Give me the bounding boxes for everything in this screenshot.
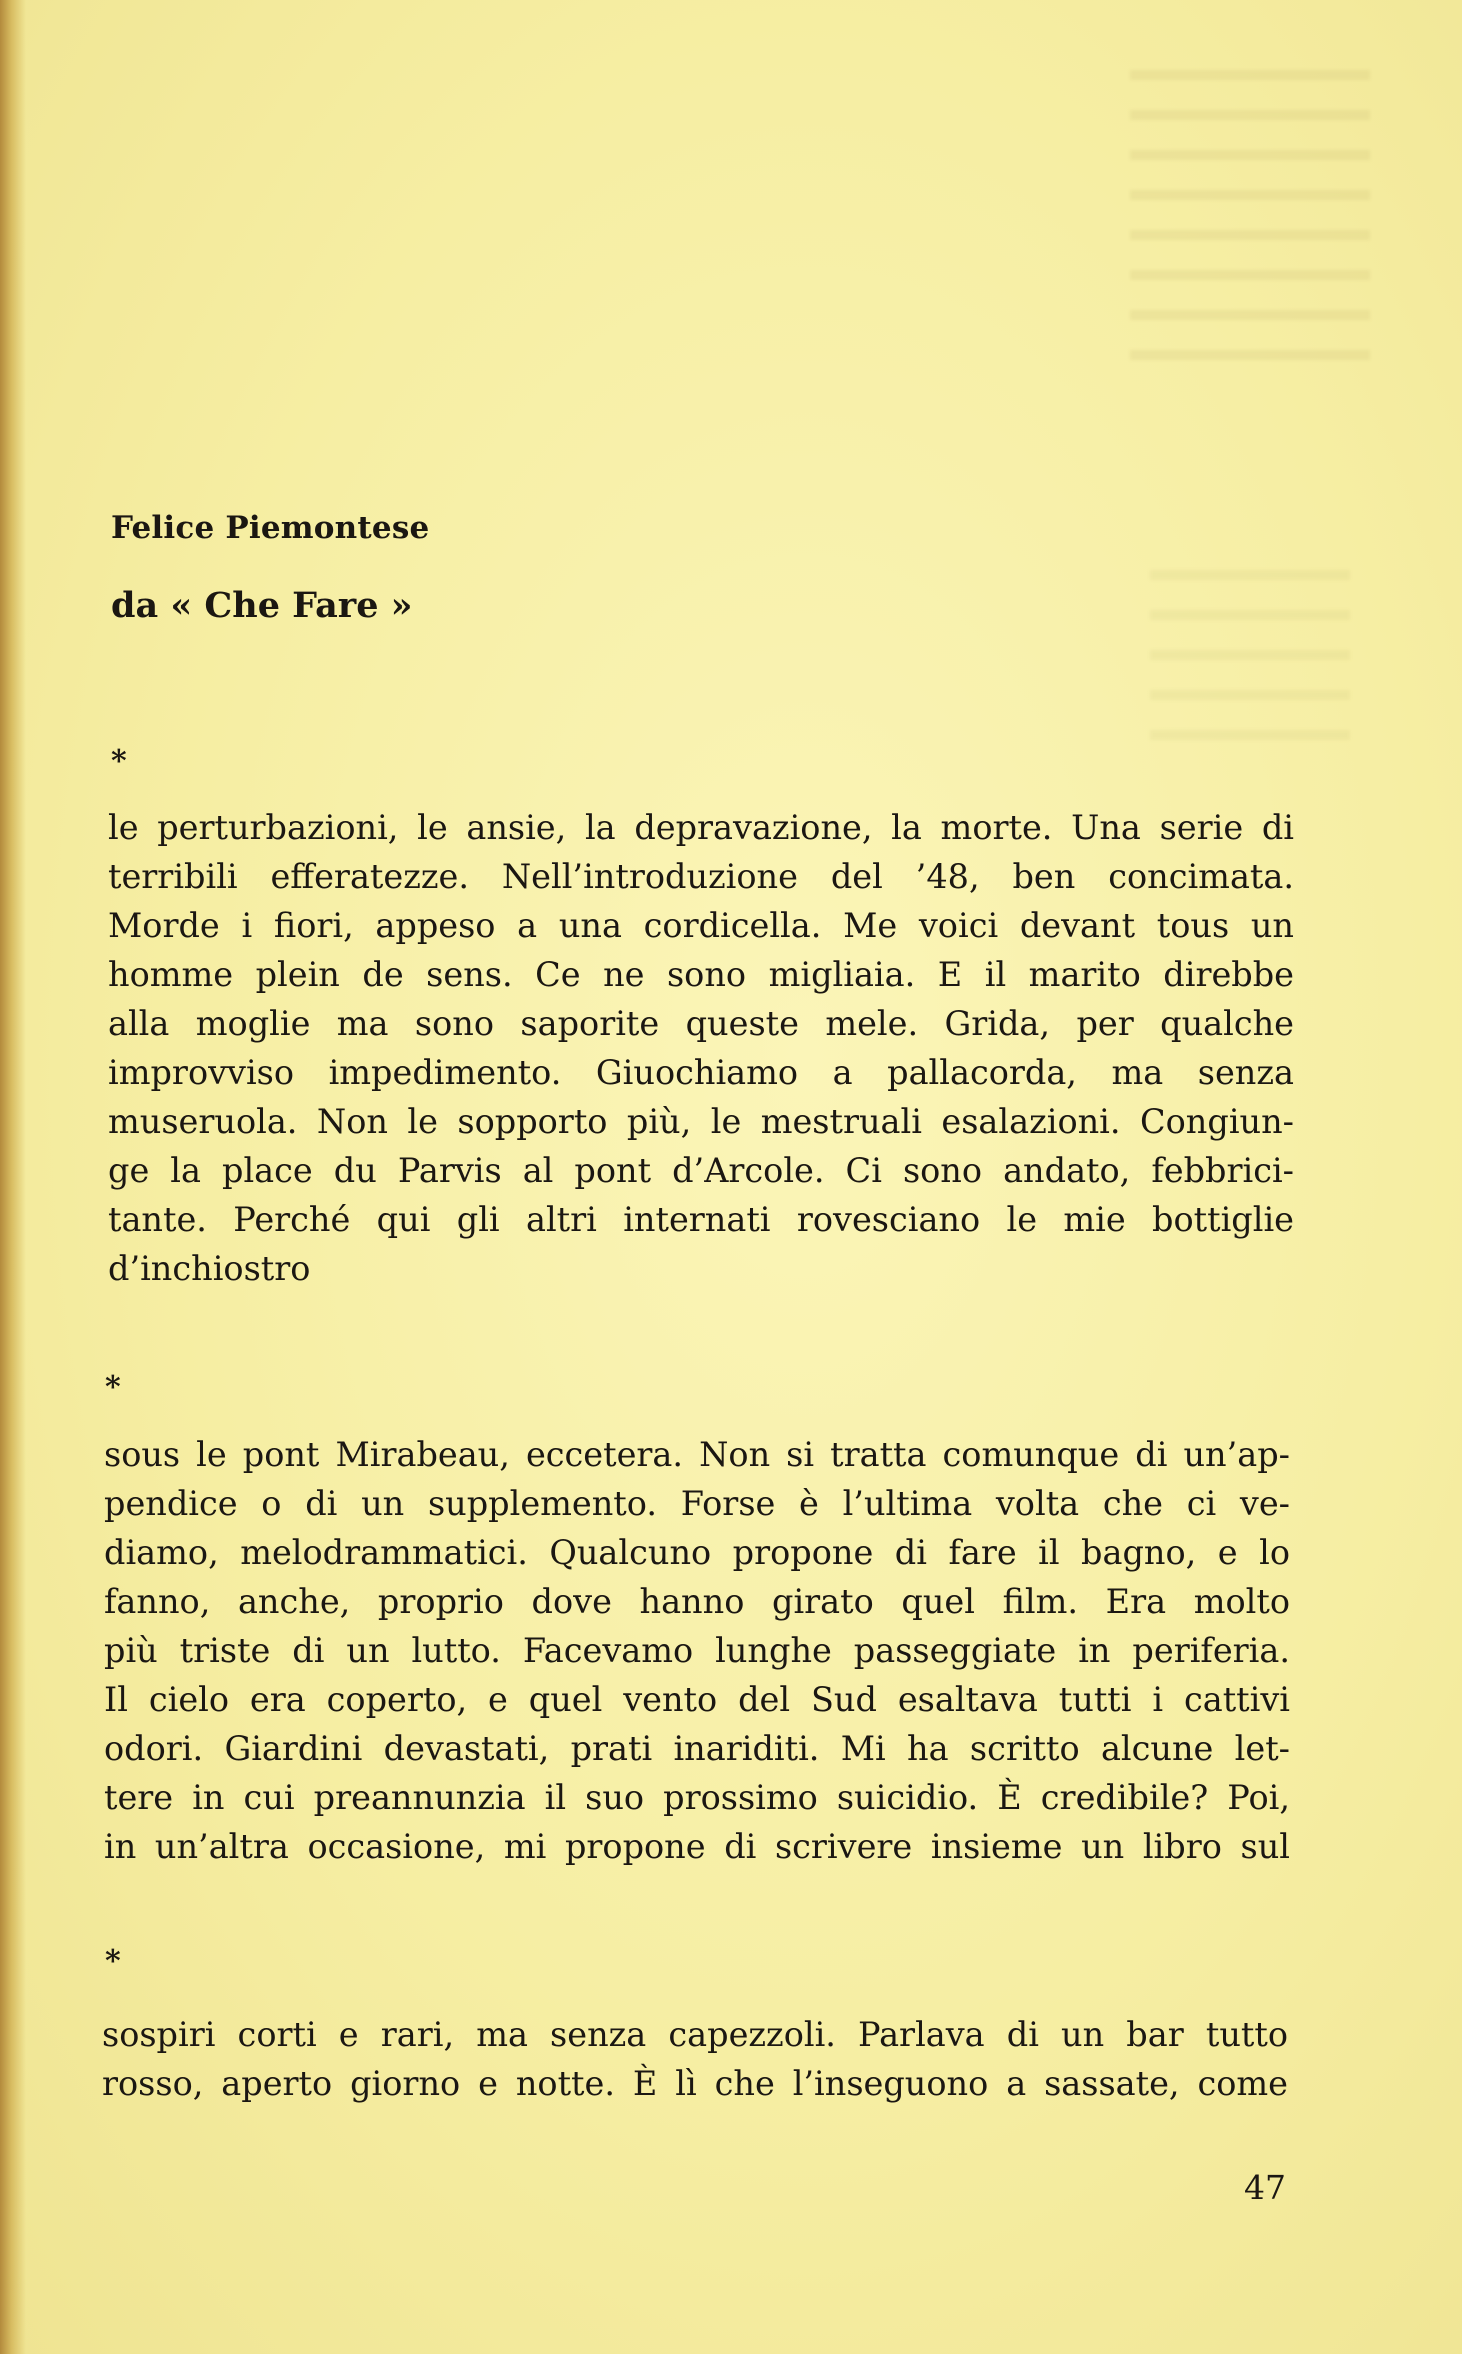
text-line: Il cielo era coperto, e quel vento del Sud esaltava tutti i cattivi <box>104 1680 1290 1719</box>
text-line: fanno, anche, proprio dove hanno girato quel film. Era molto <box>104 1582 1290 1621</box>
text-line: in un’altra occasione, mi propone di scrivere insieme un libro sul <box>104 1827 1290 1866</box>
text-line: ge la place du Parvis al pont d’Arcole. Ci sono andato, febbrici- <box>108 1151 1294 1190</box>
text-line: odori. Giardini devastati, prati inariditi. Mi ha scritto alcune let- <box>104 1729 1290 1768</box>
text-line: d’inchiostro <box>108 1249 311 1288</box>
text-line: alla moglie ma sono saporite queste mele. Grida, per qualche <box>108 1004 1294 1043</box>
text-line: Morde i fiori, appeso a una cordicella. Me voici devant tous un <box>108 906 1294 945</box>
page-spine-shadow <box>0 0 26 2354</box>
text-line: rosso, aperto giorno e notte. È lì che l’inseguono a sassate, come <box>102 2064 1288 2103</box>
text-line: homme plein de sens. Ce ne sono migliaia. E il marito direbbe <box>108 955 1294 994</box>
text-line: museruola. Non le sopporto più, le mestruali esalazioni. Congiun- <box>108 1102 1294 1141</box>
section-paragraph <box>102 2010 1288 2108</box>
text-line: più triste di un lutto. Facevamo lunghe passeggiate in periferia. <box>104 1631 1290 1670</box>
text-line: tante. Perché qui gli altri internati rovesciano le mie bottiglie <box>108 1200 1294 1239</box>
bleed-through-text <box>1130 70 1370 370</box>
bleed-through-text <box>1150 570 1350 760</box>
text-line: diamo, melodrammatici. Qualcuno propone di fare il bagno, e lo <box>104 1533 1290 1572</box>
text-line: improvviso impedimento. Giuochiamo a pallacorda, ma senza <box>108 1053 1294 1092</box>
author-name: Felice Piemontese <box>111 510 430 546</box>
piece-title: da « Che Fare » <box>111 585 413 626</box>
text-line: terribili efferatezze. Nell’introduzione del ’48, ben concimata. <box>108 857 1294 896</box>
text-line: sous le pont Mirabeau, eccetera. Non si tratta comunque di un’ap- <box>104 1435 1290 1474</box>
section-paragraph <box>108 803 1294 1293</box>
text-line: le perturbazioni, le ansie, la depravazione, la morte. Una serie di <box>108 808 1294 847</box>
section-marker: * <box>105 1370 121 1405</box>
section-marker: * <box>111 744 127 779</box>
section-paragraph <box>104 1430 1290 1871</box>
section-marker: * <box>105 1944 121 1979</box>
text-line: pendice o di un supplemento. Forse è l’ultima volta che ci ve- <box>104 1484 1290 1523</box>
text-line: tere in cui preannunzia il suo prossimo suicidio. È credibile? Poi, <box>104 1778 1290 1817</box>
text-line: sospiri corti e rari, ma senza capezzoli. Parlava di un bar tutto <box>102 2015 1288 2054</box>
page-number: 47 <box>1244 2168 1286 2207</box>
